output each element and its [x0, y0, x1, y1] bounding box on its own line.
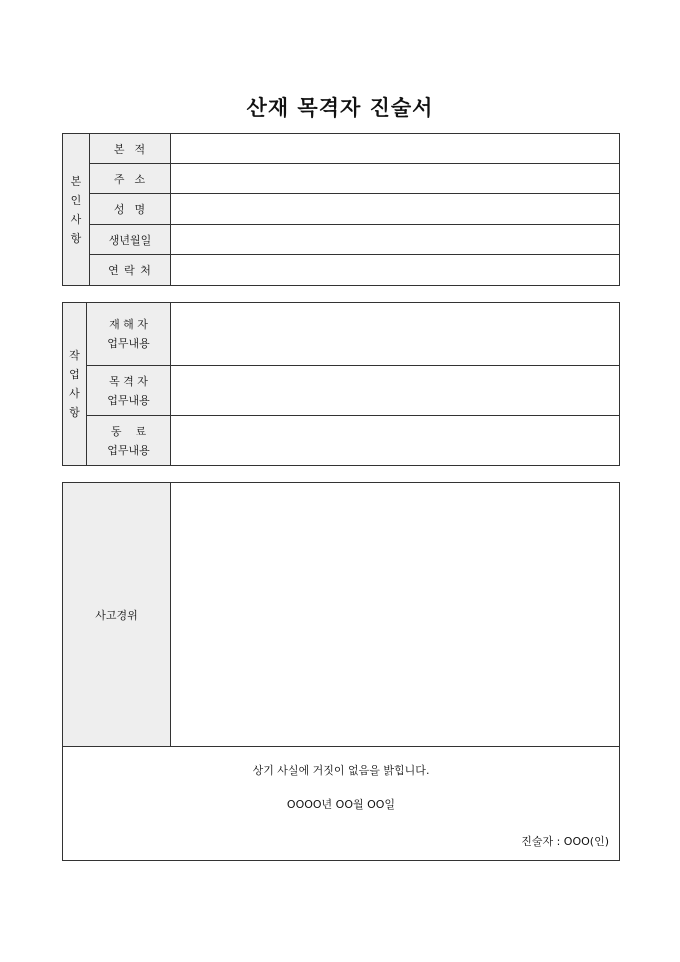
field-accident-details[interactable]	[171, 483, 620, 747]
label-origin: 본 적	[90, 134, 171, 164]
label-address: 주 소	[90, 164, 171, 194]
field-victim-duty[interactable]	[171, 303, 620, 366]
personal-group-label-cell	[63, 134, 90, 286]
field-address[interactable]	[171, 164, 620, 194]
label-witness-line2: 업무내용	[107, 393, 150, 407]
field-origin[interactable]	[171, 134, 620, 164]
signature-line: 진술자 : OOO(인)	[521, 835, 609, 848]
label-victim-line1: 재 해 자	[109, 318, 148, 331]
accident-table	[62, 482, 620, 861]
declaration-cell	[63, 747, 620, 861]
personal-group-label: 본인사항	[70, 174, 82, 245]
label-birthdate: 생년월일	[90, 225, 171, 255]
label-contact: 연 락 처	[90, 255, 171, 286]
document-title: 산재 목격자 진술서	[246, 96, 434, 120]
label-victim-line2: 업무내용	[107, 337, 150, 350]
label-coworker-line1: 동 료	[110, 424, 147, 438]
label-witness-line1: 목 격 자	[109, 374, 148, 388]
work-group-label: 작업사항	[69, 349, 80, 419]
field-coworker-duty[interactable]	[171, 416, 620, 466]
label-coworker-line2: 업무내용	[107, 443, 150, 457]
field-witness-duty[interactable]	[171, 366, 620, 416]
label-accident-details: 사고경위	[63, 483, 171, 747]
label-coworker-duty	[87, 416, 171, 466]
declaration-text: 상기 사실에 거짓이 없음을 밝힙니다.	[252, 764, 430, 777]
declaration-date: OOOO년 OO월 OO일	[286, 798, 396, 811]
work-group-label-cell	[63, 303, 87, 466]
label-name: 성 명	[90, 194, 171, 225]
label-witness-duty	[87, 366, 171, 416]
personal-info-table	[62, 133, 620, 286]
field-birthdate[interactable]	[171, 225, 620, 255]
field-name[interactable]	[171, 194, 620, 225]
field-contact[interactable]	[171, 255, 620, 286]
work-info-table	[62, 302, 620, 466]
label-victim-duty	[87, 303, 171, 366]
